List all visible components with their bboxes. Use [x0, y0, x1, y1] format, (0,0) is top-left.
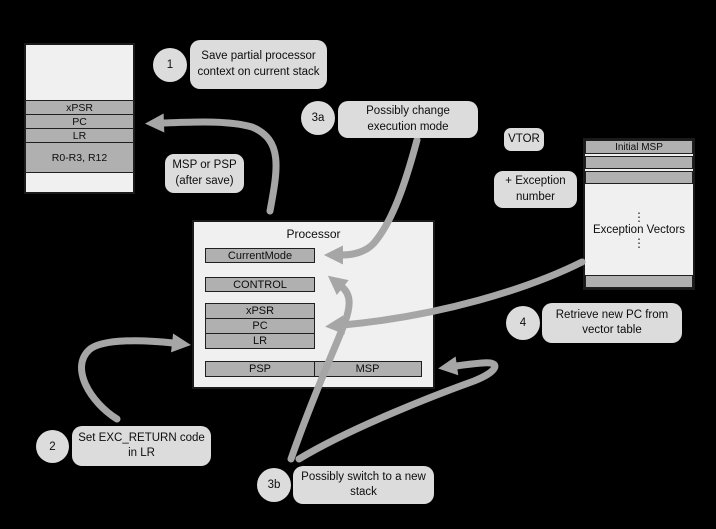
step-3b-callout: Possibly switch to a new stack: [293, 466, 434, 504]
processor-control-register: CONTROL: [205, 277, 315, 292]
step-3a-badge: 3a: [301, 101, 335, 135]
vector-table-body: [585, 184, 693, 275]
step-2-callout: Set EXC_RETURN code in LR: [72, 426, 211, 466]
step-1-callout: Save partial processor context on current stack: [190, 40, 327, 89]
processor-msp-register: MSP: [314, 361, 422, 377]
current-stack-panel: [24, 43, 135, 194]
stack-row-r0r3r12: R0-R3, R12: [25, 142, 134, 173]
processor-pc-register: PC: [205, 318, 315, 334]
processor-currentmode-register: CurrentMode: [205, 248, 315, 263]
exception-vectors-label: Exception Vectors: [592, 223, 686, 236]
processor-xpsr-register: xPSR: [205, 303, 315, 319]
vtor-label: VTOR: [504, 128, 544, 151]
vector-table-empty-slot: [585, 275, 693, 288]
stack-row-xpsr: xPSR: [25, 100, 134, 115]
step-1-badge: 1: [153, 48, 187, 82]
vector-table-panel: [583, 138, 695, 290]
step-4-badge: 4: [506, 306, 540, 340]
step-3a-callout: Possibly change execution mode: [338, 101, 478, 138]
processor-psp-register: PSP: [205, 361, 315, 377]
processor-lr-register: LR: [205, 333, 315, 349]
arrow-exc-return-to-lr: [82, 341, 173, 419]
ellipsis-dots: ⋮: [633, 209, 645, 224]
vector-table-empty-slot: [585, 156, 693, 169]
stack-row-lr: LR: [25, 128, 134, 143]
step-2-badge: 2: [36, 430, 69, 463]
stack-row-pc: PC: [25, 114, 134, 129]
stack-pointer-row: [205, 361, 423, 377]
step-3b-badge: 3b: [257, 468, 291, 502]
ellipsis-dots: ⋮: [633, 235, 645, 250]
processor-title: Processor: [286, 227, 341, 241]
exception-number-label: + Exception number: [494, 171, 577, 208]
msp-or-psp-label: MSP or PSP (after save): [165, 154, 244, 193]
vector-table-empty-slot: [585, 171, 693, 184]
vector-table-initial-msp: Initial MSP: [585, 140, 693, 154]
step-4-callout: Retrieve new PC from vector table: [542, 303, 682, 343]
processor-panel: [192, 220, 435, 389]
